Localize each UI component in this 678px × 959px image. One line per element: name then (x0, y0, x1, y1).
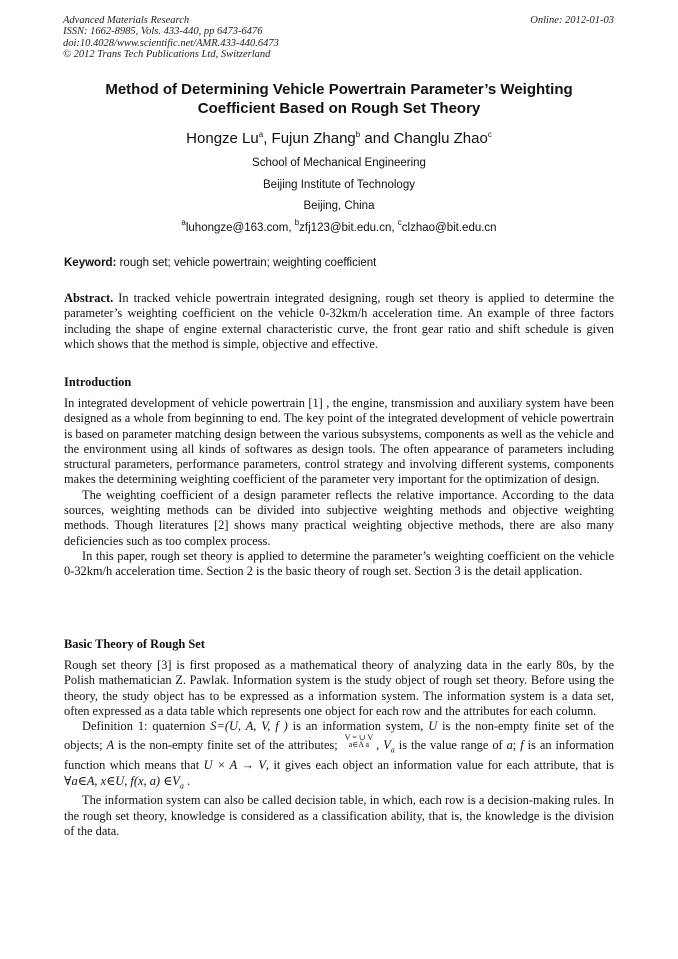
def-quaternion: S=(U, A, V, f ) (210, 719, 288, 734)
paper-title (64, 80, 614, 118)
union-formula (345, 734, 373, 748)
email-2: zfj123@bit.edu.cn, (299, 222, 398, 234)
keyword-text: rough set; vehicle powertrain; weighting coefficient (116, 257, 377, 269)
affiliation-school: School of Mechanical Engineering (252, 157, 426, 169)
section-heading-introduction: Introduction (64, 375, 132, 389)
title-line-1: Method of Determining Vehicle Powertrain Parameter’s Weighting (105, 81, 573, 98)
def-symbol-u: U (428, 719, 438, 734)
def-symbol-a: a (506, 738, 513, 753)
online-date: Online: 2012-01-03 (530, 15, 614, 26)
def-text: is an information function which means that (64, 738, 614, 773)
def-subscript: a (390, 745, 395, 755)
intro-paragraph-3: In this paper, rough set theory is applied to determine the parameter’s weighting coefficient on the vehicle 0-32km/h acceleration time. Section 2 is the basic theory of rough set. Section 3 is the detail application. (64, 548, 614, 579)
def-text: is the non-empty finite set of the objects; (64, 719, 614, 753)
author-3: Changlu Zhao (393, 130, 488, 147)
author-2-mark: b (355, 130, 361, 139)
def-text: is the non-empty finite set of the attributes; (114, 738, 342, 753)
basic-paragraph-1: Rough set theory [3] is first proposed as a mathematical theory of analyzing data in the early 80s, by the Polish mathematician Z. Pawlak. Information system is the study object of rough set theory. Before using the theory, the study object has to be expressed as a information system. The information system is a data set, often expressed as a data table which represents one object for each row and the attributes for each column. (64, 658, 614, 718)
def-symbol-va: V (383, 738, 391, 753)
email-3: clzhao@bit.edu.cn (401, 222, 497, 234)
email-1: luhongze@163.com, (185, 222, 295, 234)
formula-top: V = ∪ V (344, 733, 374, 743)
author-3-mark: c (487, 130, 492, 139)
journal-header (63, 15, 279, 61)
def-text: , (376, 738, 384, 753)
email-1-mark: a (181, 218, 186, 227)
keywords (64, 256, 614, 270)
introduction-body (64, 396, 614, 580)
journal-name: Advanced Materials Research (63, 15, 190, 26)
keyword-label: Keyword: (64, 257, 117, 269)
author-separator: and (360, 130, 394, 147)
affiliation-location: Beijing, China (303, 200, 375, 212)
intro-paragraph-2: The weighting coefficient of a design parameter reflects the relative importance. According to the data sources, weighting methods can be divided into subjective weighting methods and objective weighting methods. Though literatures [2] shows many practical weighting objective methods, there are also many deficiencies such as too complex process. (64, 487, 614, 548)
author-2: Fujun Zhang (271, 130, 356, 147)
formula-bottom: a∈A a (348, 740, 370, 750)
basic-theory-body (64, 658, 614, 839)
email-3-mark: c (397, 218, 402, 227)
abstract (64, 291, 614, 352)
basic-paragraph-3: The information system can also be called decision table, in which, each row is a decision-making rules. In the rough set theory, knowledge is considered as a classification ability, that is, the knowledge is the division of the data. (64, 793, 614, 838)
def-condition: ∀a∈A, x∈U, f(x, a) ∈V (64, 773, 180, 788)
doi-line: doi:10.4028/www.scientific.net/AMR.433-440.6473 (63, 37, 279, 49)
def-text: . (183, 773, 191, 788)
issn-line: ISSN: 1662-8985, Vols. 433-440, pp 6473-6476 (63, 26, 263, 38)
title-line-2: Coefficient Based on Rough Set Theory (197, 100, 481, 117)
section-heading-basic-theory: Basic Theory of Rough Set (64, 637, 205, 651)
def-text: is the value range of (394, 738, 507, 753)
definition-1 (64, 719, 614, 793)
def-text: Definition 1: quaternion (82, 719, 211, 734)
author-1: Hongze Lu (186, 130, 259, 147)
author-1-mark: a (258, 130, 264, 139)
def-symbol-f: f (520, 738, 524, 753)
email-list (64, 218, 614, 235)
author-separator: , (263, 130, 272, 147)
def-text: is an information system, (287, 719, 429, 734)
def-text: , it gives each object an information value for each attribute, that is (265, 758, 614, 773)
copyright-line: © 2012 Trans Tech Publications Ltd, Switzerland (63, 49, 271, 61)
def-subscript: a (179, 781, 184, 791)
email-2-mark: b (294, 218, 300, 227)
def-symbol-a: A (106, 738, 115, 753)
author-list (64, 129, 614, 149)
abstract-label: Abstract. (64, 291, 114, 305)
def-text: ; (512, 738, 521, 753)
def-mapping: U × A → V (203, 758, 266, 773)
intro-paragraph-1: In integrated development of vehicle powertrain [1] , the engine, transmission and auxiliary system have been designed as a whole from beginning to end. The key point of the integrated development of vehicle powertrain is based on parameter matching design between the various subsystems, components as well as the vehicle and the environment using all kinds of softwares as design tools. The often appearance of parameters including structural parameters, performance parameters, control strategy and involving different systems, components makes the determining weighting coefficient of the parameter very important for the optimization of design. (64, 396, 614, 487)
abstract-text: In tracked vehicle powertrain integrated designing, rough set theory is applied to determine the parameter’s weighting coefficient on the vehicle 0-32km/h acceleration time. An example of three factors including the shape of engine external characteristic curve, the front gear ratio and shift schedule is given which shows that the method is simple, objective and effective. (64, 291, 614, 351)
affiliation-institute: Beijing Institute of Technology (263, 179, 415, 191)
